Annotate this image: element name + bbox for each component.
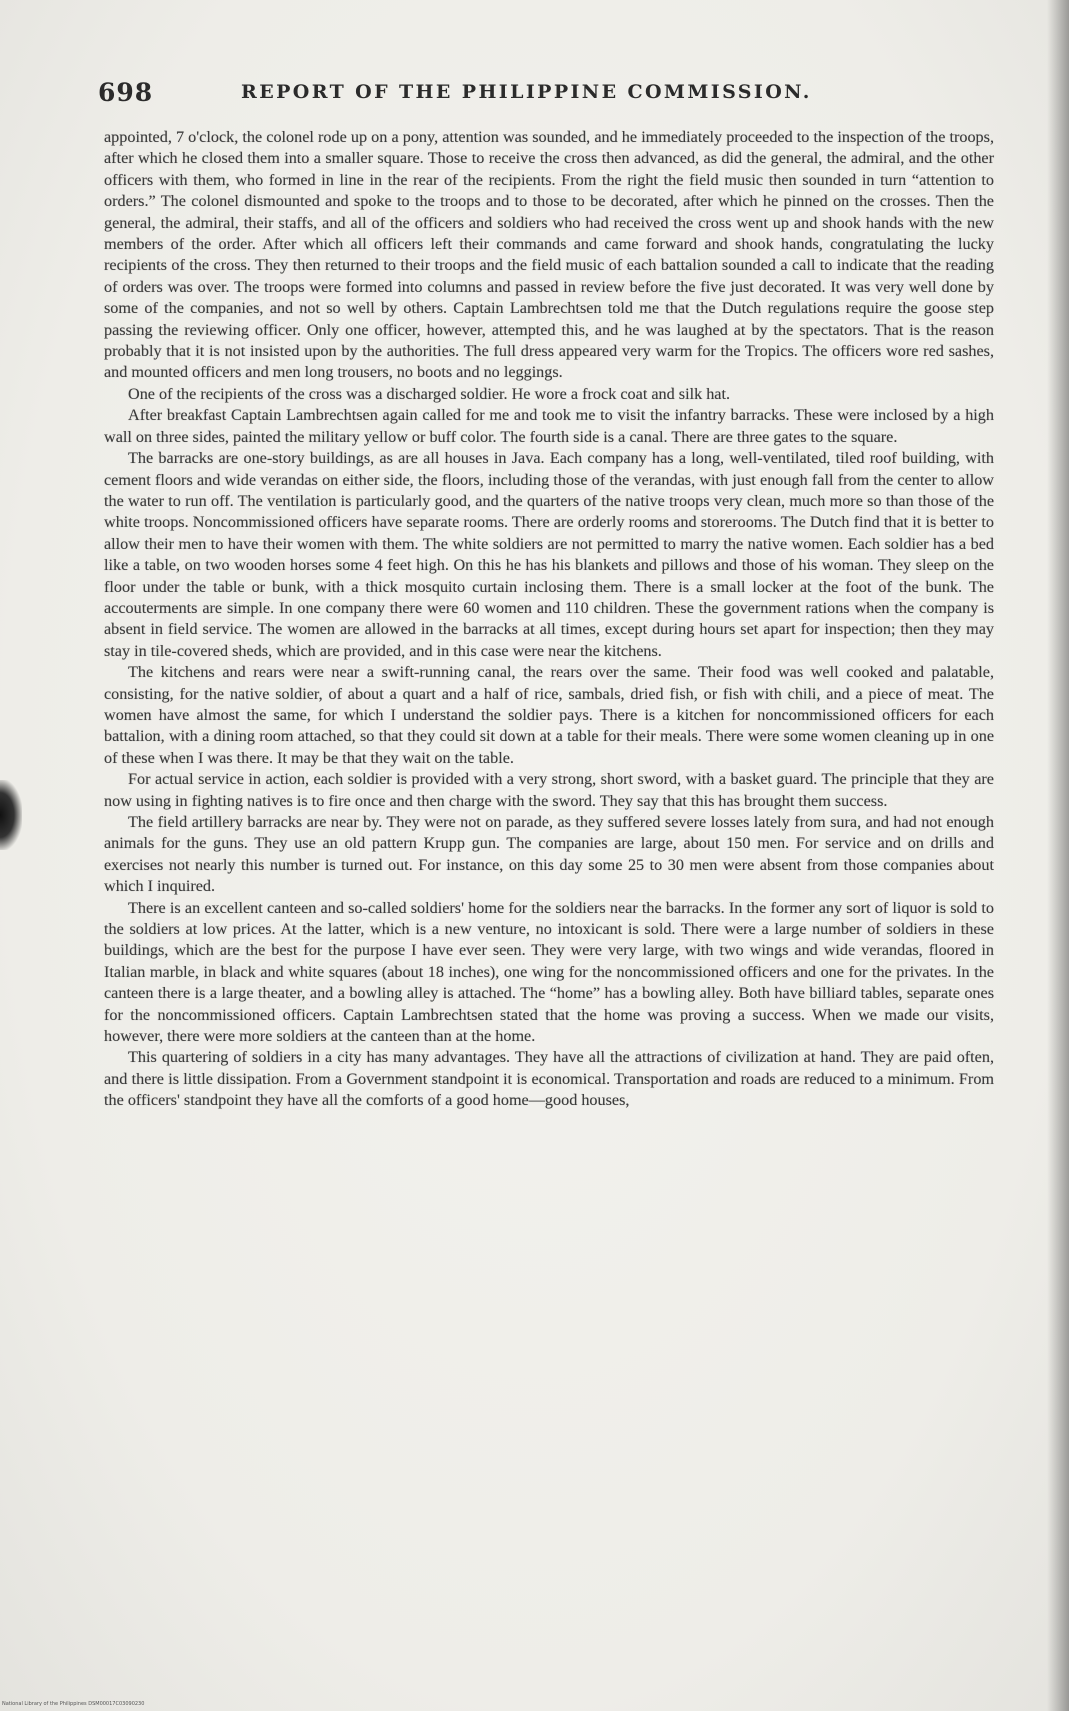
binding-shadow (0, 780, 22, 850)
paragraph: There is an excellent canteen and so-called soldiers' home for the soldiers near the barracks. In the former any sort of liquor is sold to the soldiers at low prices. At the latter, which is a new venture, no intoxicant is sold. There were a large number of soldiers in these buildings, which are the best for the purpose I have ever seen. They were very large, with two wings and wide verandas, floored in Italian marble, in black and white squares (about 18 inches), one wing for the noncommissioned officers and one for the privates. In the canteen there is a large theater, and a bowling alley is attached. The “home” has a bowling alley. Both have billiard tables, separate ones for the noncommissioned officers. Captain Lambrechtsen stated that the home was proving a success. When we made our visits, however, there were more soldiers at the canteen than at the home. (104, 898, 994, 1046)
paragraph: The kitchens and rears were near a swift-running canal, the rears over the same. Their food was well cooked and palatable, consisting, for the native soldier, of about a quart and a half of rice, sambals, dried fish, or fish with chili, and a piece of meat. The women have almost the same, for which I understand the soldier pays. There is a kitchen for noncommissioned officers for each battalion, with a dining room attached, so that they could sit down at a table for their meals. There were some women cleaning up in one of these when I was there. It may be that they wait on the table. (104, 663, 994, 767)
running-title: REPORT OF THE PHILIPPINE COMMISSION. (241, 81, 812, 103)
paragraph: After breakfast Captain Lambrechtsen again called for me and took me to visit the infantry barracks. These were inclosed by a high wall on three sides, painted the military yellow or buff color. The fourth side is a canal. There are three gates to the square. (104, 406, 994, 446)
body-text (104, 127, 994, 1112)
paragraph: One of the recipients of the cross was a discharged soldier. He wore a frock coat and silk hat. (128, 384, 731, 403)
paragraph: The barracks are one-story buildings, as are all houses in Java. Each company has a long, well-ventilated, tiled roof building, with cement floors and wide verandas on either side, the floors, including those of the verandas, with just enough fall from the center to allow the water to run off. The ventilation is particularly good, and the quarters of the native troops very clean, much more so than those of the white troops. Noncommissioned officers have separate rooms. There are orderly rooms and storerooms. The Dutch find that it is better to allow their men to have their women with them. The white soldiers are not permitted to marry the native women. Each soldier has a bed like a table, on two wooden horses some 4 feet high. On this he has his blankets and pillows and those of his woman. They sleep on the floor under the table or bunk, with a thick mosquito curtain inclosing them. There is a small locker at the foot of the bunk. The accouterments are simple. In one company there were 60 women and 110 children. These the government rations when the company is absent in field service. The women are allowed in the barracks at all times, except during hours set apart for inspection; then they may stay in tile-covered sheds, which are provided, and in this case were near the kitchens. (104, 449, 994, 660)
paragraph: This quartering of soldiers in a city has many advantages. They have all the attractions of civilization at hand. They are paid often, and there is little dissipation. From a Government standpoint it is economical. Transportation and roads are reduced to a minimum. From the officers' standpoint they have all the comforts of a good home—good houses, (104, 1048, 994, 1110)
page-number: 698 (98, 78, 154, 107)
paragraph: The field artillery barracks are near by. They were not on parade, as they suffered severe losses lately from sura, and had not enough animals for the guns. They use an old pattern Krupp gun. The companies are large, about 150 men. For service and on drills and exercises not nearly this number is turned out. For instance, on this day some 25 to 30 men were absent from those companies about which I inquired. (104, 813, 994, 896)
page-edge-shadow (1047, 0, 1069, 1711)
paragraph: appointed, 7 o'clock, the colonel rode up on a pony, attention was sounded, and he immediately proceeded to the inspection of the troops, after which he closed them into a smaller square. Those to receive the cross then advanced, as did the general, the admiral, and the other officers with them, who formed in line in the rear of the recipients. From the right the field music then sounded in turn “attention to orders.” The colonel dismounted and spoke to the troops and to those to be decorated, after which he pinned on the crosses. Then the general, the admiral, their staffs, and all of the officers and soldiers who had received the cross went up and shook hands with the new members of the order. After which all officers left their commands and came forward and shook hands, congratulating the lucky recipients of the cross. They then returned to their troops and the field music of each battalion sounded a call to indicate that the reading of orders was over. The troops were formed into columns and passed in review before the five just decorated. It was very well done by some of the companies, and not so well by others. Captain Lambrechtsen told me that the Dutch regulations require the goose step passing the reviewing officer. Only one officer, however, attempted this, and he was laughed at by the spectators. That is the reason probably that it is not insisted upon by the authorities. The full dress appeared very warm for the Tropics. The officers wore red sashes, and mounted officers and men long trousers, no boots and no leggings. (104, 128, 994, 382)
scan-footer-note: National Library of the Philippines DSM00017C03090230 (2, 1701, 145, 1707)
page-header (98, 78, 998, 114)
paragraph: For actual service in action, each soldier is provided with a very strong, short sword, with a basket guard. The principle that they are now using in fighting natives is to fire once and then charge with the sword. They say that this has brought them success. (104, 770, 994, 810)
